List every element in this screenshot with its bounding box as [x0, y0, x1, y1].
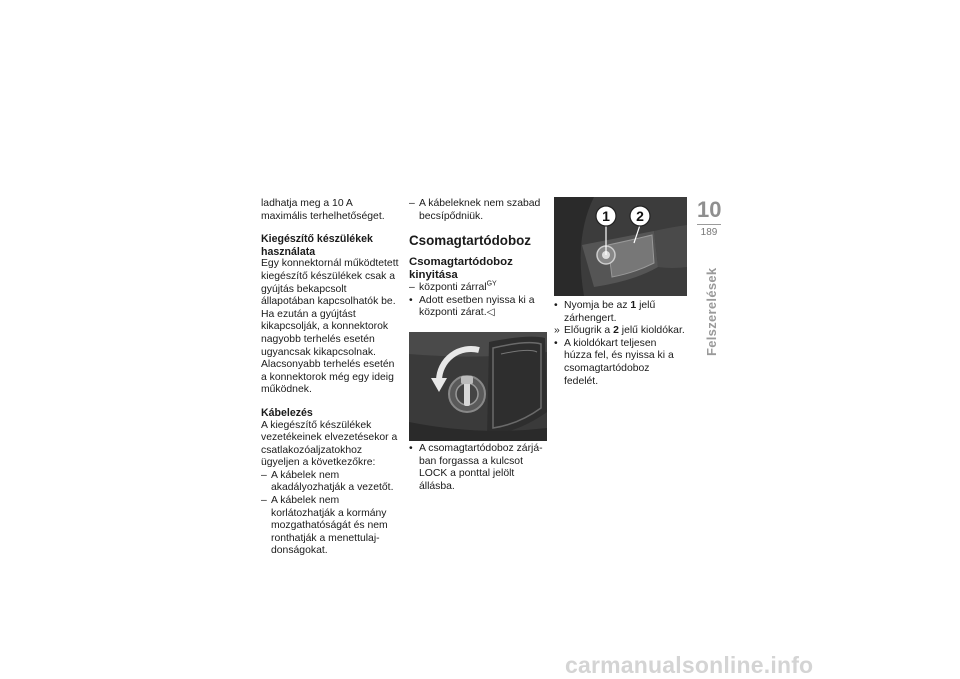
figure-key-lock: [409, 332, 547, 441]
list-item: [409, 198, 547, 223]
step2-pre: Előugrik a: [564, 325, 614, 337]
list-item-text: Adott esetben nyissa ki a központi zárat.◁: [419, 294, 535, 319]
list-item: [261, 470, 399, 495]
column-right: [554, 300, 686, 388]
dash-marker: –: [261, 469, 267, 481]
list-item: [554, 300, 686, 325]
chapter-title: Felszerelések: [704, 267, 719, 356]
dash-marker: –: [261, 495, 267, 507]
bullet-marker: •: [409, 442, 413, 454]
list-item: [261, 495, 399, 558]
step1-pre: Nyomja be az: [564, 300, 631, 311]
figure-label-2: 2: [636, 208, 644, 224]
list-item-text: A csomagtartódoboz zárjában forgassa a kulcsot LOCK a ponttal jelölt állásba.: [419, 442, 543, 492]
chapter-number: 10: [697, 197, 722, 222]
list-item: [409, 443, 547, 493]
accessories-text: Egy konnektornál működtetett kiegészítő készülékek csak a gyújtás bekapcsolt állapotában kapcsolhatók be. Ha ezután a gyújtást kikapcsolják, a konnektorok nagyobb terhelés esetén ugyancsak kikapcsolnak. Alacsonyabb terhelés esetén a konnektorok még egy ideig működnek.: [261, 258, 399, 396]
step1-number: 1: [630, 300, 637, 311]
key-lock-illustration: [409, 332, 547, 441]
release-lever-illustration: [554, 197, 687, 296]
step1-post: jelű zárhengert.: [564, 300, 656, 324]
option-text: központi zárral: [419, 282, 487, 294]
result-arrow-marker: »: [554, 325, 560, 337]
heading-luggage-box: Csomagtartódoboz: [409, 233, 531, 249]
column-middle: [409, 198, 547, 493]
chapter-divider: [697, 224, 721, 225]
watermark: carmanualsonline.info: [565, 652, 814, 678]
bullet-marker: •: [554, 337, 558, 349]
step2-post: jelű kioldókar.: [618, 325, 685, 337]
figure-label-1: 1: [602, 208, 610, 224]
option-line: [409, 282, 547, 295]
option-superscript: GY: [486, 280, 497, 288]
intro-text: ladhatja meg a 10 A maximális terhelhetőséget.: [261, 198, 385, 222]
column-left: [261, 198, 399, 558]
step2-number: 2: [613, 325, 619, 337]
dash-marker: –: [409, 282, 415, 294]
list-item-text: A kábelek nem korlátozhatják a kormány mozgathatóságát és nem ronthatják a menettulajdonságokat.: [271, 495, 388, 557]
heading-accessories: Kiegészítő készülékek használata: [261, 233, 373, 258]
page-number: 189: [700, 227, 718, 238]
figure-release-lever: [554, 197, 687, 296]
list-item: [409, 295, 547, 320]
step3-text: A kioldókart teljesen húzza fel, és nyissa ki a csomagtartódoboz fedelét.: [564, 337, 674, 387]
list-item: [554, 338, 686, 388]
list-item-text: A kábeleknek nem szabad becsípődniük.: [419, 198, 541, 222]
heading-open-luggage-box: Csomagtartódoboz kinyitása: [409, 256, 513, 282]
list-item: [554, 325, 686, 338]
dash-marker: –: [409, 198, 415, 209]
heading-cabling: Kábelezés: [261, 406, 313, 419]
list-item-text: A kábelek nem akadályozhatják a vezetőt.: [271, 469, 394, 494]
bullet-marker: •: [409, 294, 413, 306]
cabling-text: A kiegészítő készülékek vezetékeinek elvezetésekor a csatlakozóaljzatokhoz ügyeljen a következőkre:: [261, 419, 398, 469]
bullet-marker: •: [554, 300, 558, 311]
